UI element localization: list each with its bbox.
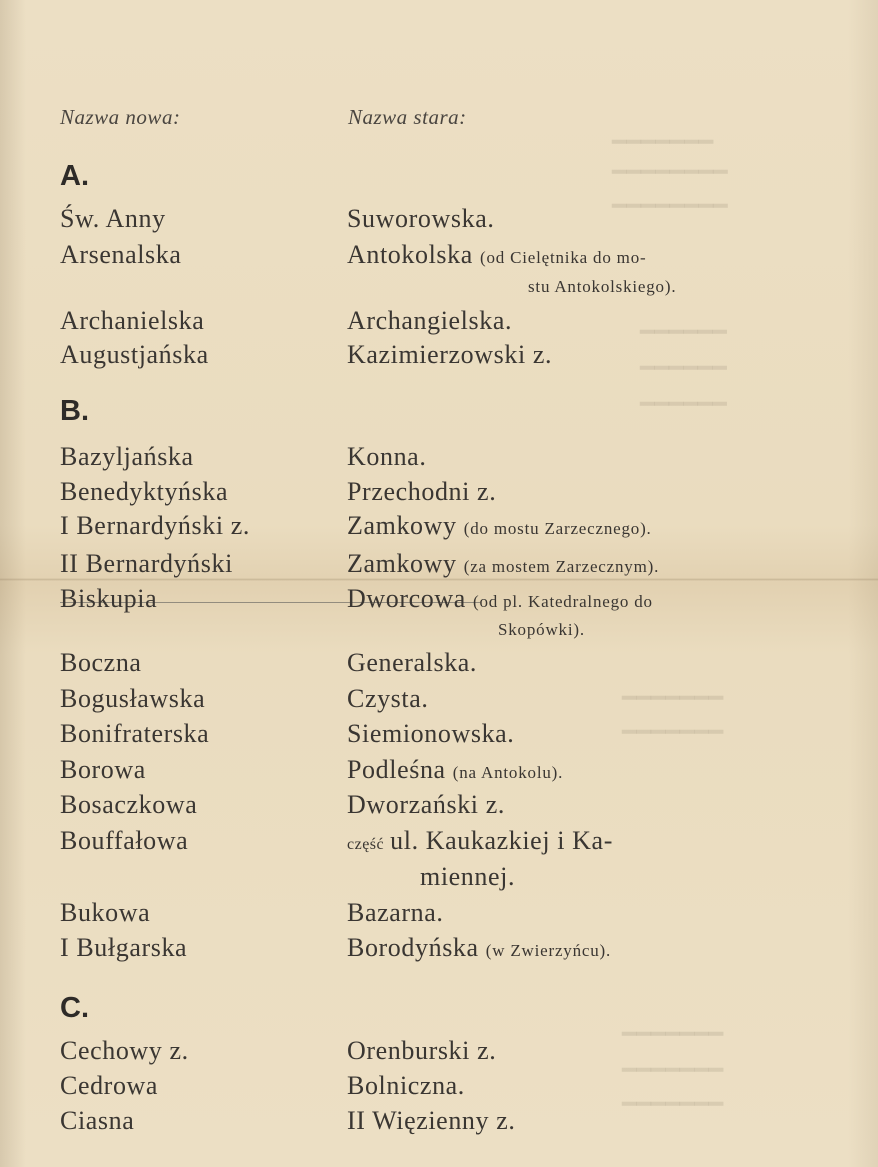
show-through-mark: ━━━━━━━	[622, 720, 724, 746]
show-through-mark: ━━━━━━━	[622, 1022, 724, 1048]
column-header-old-name: Nazwa stara:	[348, 105, 467, 129]
old-street-name: Dworzański z.	[347, 790, 505, 819]
list-item	[0, 648, 878, 684]
list-item	[0, 755, 878, 791]
old-street-prefix: część	[347, 836, 385, 853]
old-street-note: (od pl. Katedralnego do	[472, 592, 653, 611]
new-street-name: Bosaczkowa	[60, 790, 198, 819]
list-item	[0, 477, 878, 513]
section-letter-b: B.	[60, 395, 89, 427]
old-street-name: Dworcowa	[347, 584, 466, 613]
old-street-note: (w Zwierzyńcu).	[485, 941, 612, 960]
section-letter-a: A.	[60, 160, 89, 192]
old-street-name: Bolniczna.	[347, 1071, 465, 1100]
new-street-name: Bogusławska	[60, 684, 206, 713]
list-item	[0, 790, 878, 826]
new-street-name: Bazyljańska	[60, 442, 194, 471]
new-street-name: I Bułgarska	[60, 933, 188, 962]
old-street-entry	[347, 584, 653, 614]
old-street-name: Przechodni z.	[347, 477, 497, 506]
old-street-name: Siemionowska.	[347, 719, 515, 748]
list-item	[0, 1071, 878, 1107]
old-street-name: Kazimierzowski z.	[347, 340, 553, 369]
new-street-name: Arsenalska	[60, 240, 182, 269]
show-through-mark: ━━━━━━	[640, 392, 727, 418]
new-street-name: Św. Anny	[60, 204, 166, 233]
new-street-name: Bouffałowa	[60, 826, 189, 855]
old-street-entry	[347, 933, 611, 963]
show-through-mark: ━━━━━━━	[622, 1092, 724, 1118]
section-letter-c: C.	[60, 992, 89, 1024]
list-item	[0, 240, 878, 276]
list-item	[0, 306, 878, 342]
list-item	[0, 1036, 878, 1072]
show-through-mark: ━━━━━━━━	[612, 194, 728, 220]
list-item	[0, 1106, 878, 1142]
old-street-name: Borodyńska	[347, 933, 479, 962]
old-street-note: (od Cielętnika do mo-	[480, 248, 647, 267]
old-street-note: (za mostem Zarzecznym).	[463, 557, 660, 576]
new-street-name: Biskupia	[60, 584, 158, 613]
new-street-name: Borowa	[60, 755, 146, 784]
list-item	[0, 584, 878, 620]
old-street-name: Podleśna	[347, 755, 446, 784]
new-street-name: Bonifraterska	[60, 719, 210, 748]
show-through-mark: ━━━━━━━━	[612, 160, 728, 186]
new-street-name: Benedyktyńska	[60, 477, 229, 506]
list-item	[0, 442, 878, 478]
old-street-name: Suworowska.	[347, 204, 495, 233]
new-street-name: Bukowa	[60, 898, 151, 927]
old-street-entry	[347, 240, 646, 270]
old-street-note-continued: Skopówki).	[498, 620, 585, 639]
list-item	[0, 826, 878, 862]
old-street-entry	[347, 549, 659, 579]
old-street-name: Zamkowy	[347, 549, 457, 578]
old-street-note: (do mostu Zarzecznego).	[463, 519, 652, 538]
list-item	[0, 933, 878, 969]
old-street-name: II Więzienny z.	[347, 1106, 516, 1135]
old-street-entry	[347, 826, 613, 856]
list-item	[0, 204, 878, 240]
old-street-note-continued: stu Antokolskiego).	[528, 277, 677, 296]
new-street-name: II Bernardyński	[60, 549, 233, 578]
old-street-name: Zamkowy	[347, 511, 457, 540]
old-street-entry	[347, 511, 652, 541]
old-street-name: Bazarna.	[347, 898, 444, 927]
old-street-name: Orenburski z.	[347, 1036, 497, 1065]
new-street-name: Cedrowa	[60, 1071, 159, 1100]
old-street-name: Generalska.	[347, 648, 478, 677]
show-through-mark: ━━━━━━━	[612, 130, 714, 156]
list-item	[0, 340, 878, 376]
old-street-entry	[347, 755, 563, 785]
old-street-name: Archangielska.	[347, 306, 513, 335]
list-item	[0, 549, 878, 585]
show-through-mark: ━━━━━━━	[622, 1058, 724, 1084]
new-street-name: I Bernardyński z.	[60, 511, 250, 540]
old-street-name-continued: miennej.	[420, 862, 516, 891]
list-item	[0, 511, 878, 547]
new-street-name: Boczna	[60, 648, 142, 677]
new-street-name: Augustjańska	[60, 340, 209, 369]
new-street-name: Cechowy z.	[60, 1036, 189, 1065]
old-street-name: ul. Kaukazkiej i Ka-	[390, 826, 613, 855]
new-street-name: Ciasna	[60, 1106, 135, 1135]
old-street-name: Antokolska	[347, 240, 473, 269]
old-street-name: Konna.	[347, 442, 427, 471]
new-street-name: Archanielska	[60, 306, 205, 335]
show-through-mark: ━━━━━━━	[622, 686, 724, 712]
column-header-new-name: Nazwa nowa:	[60, 105, 181, 129]
list-item	[0, 719, 878, 755]
show-through-mark: ━━━━━━	[640, 320, 727, 346]
list-item	[0, 684, 878, 720]
show-through-mark: ━━━━━━	[640, 356, 727, 382]
old-street-note: (na Antokolu).	[452, 763, 564, 782]
old-street-name: Czysta.	[347, 684, 429, 713]
list-item	[0, 898, 878, 934]
